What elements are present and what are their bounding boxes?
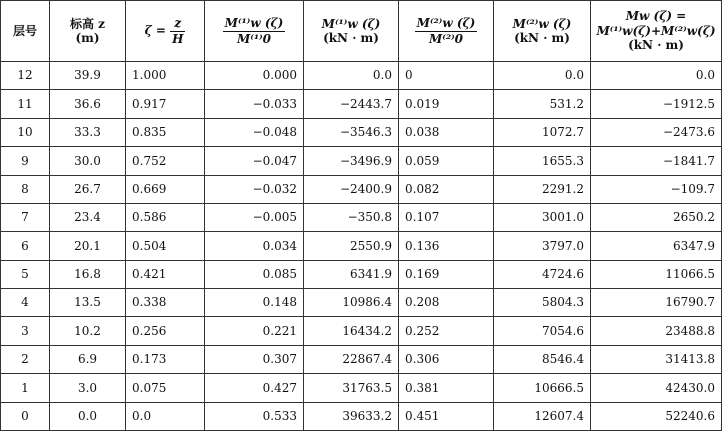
cell-mw-total: −1912.5 (591, 90, 722, 118)
table-row (1, 260, 722, 288)
cell-zeta: 0.669 (126, 175, 205, 203)
cell-floor: 7 (1, 203, 50, 231)
header-mw2-ratio-denominator: M⁽²⁾0 (428, 31, 464, 46)
header-floor (1, 1, 50, 62)
header-mw-total-unit: (kN · m) (628, 38, 684, 53)
cell-mw2-ratio: 0 (399, 62, 494, 90)
cell-mw1: 2550.9 (304, 232, 399, 260)
cell-mw-total: 52240.6 (591, 402, 722, 431)
header-elevation-unit: (m) (75, 31, 100, 45)
cell-mw1-ratio: 0.034 (205, 232, 304, 260)
header-mw2-unit: (kN · m) (514, 31, 570, 45)
cell-mw1-ratio: −0.033 (205, 90, 304, 118)
cell-zeta: 0.504 (126, 232, 205, 260)
cell-floor: 1 (1, 374, 50, 402)
header-mw1-ratio (205, 1, 304, 62)
cell-floor: 2 (1, 345, 50, 373)
cell-mw2: 7054.6 (494, 317, 591, 345)
cell-mw2-ratio: 0.107 (399, 203, 494, 231)
header-mw1 (304, 1, 399, 62)
header-zeta-lhs: ζ = (144, 23, 166, 38)
cell-elevation: 0.0 (50, 402, 126, 431)
cell-mw1-ratio: 0.307 (205, 345, 304, 373)
cell-mw2: 10666.5 (494, 374, 591, 402)
cell-mw1: −2443.7 (304, 90, 399, 118)
cell-mw1: −3496.9 (304, 147, 399, 175)
cell-mw2-ratio: 0.169 (399, 260, 494, 288)
header-mw1-ratio-numerator: M⁽¹⁾w (ζ) (224, 16, 284, 31)
cell-mw1: 10986.4 (304, 289, 399, 317)
table-row (1, 402, 722, 431)
cell-floor: 10 (1, 118, 50, 146)
table-row (1, 90, 722, 118)
cell-elevation: 13.5 (50, 289, 126, 317)
cell-floor: 11 (1, 90, 50, 118)
cell-mw1-ratio: 0.533 (205, 402, 304, 431)
header-zeta-fraction (170, 16, 185, 46)
header-mw2-ratio-fraction (415, 16, 478, 46)
cell-mw2-ratio: 0.059 (399, 147, 494, 175)
cell-mw2: 12607.4 (494, 402, 591, 431)
cell-mw2-ratio: 0.208 (399, 289, 494, 317)
cell-zeta: 1.000 (126, 62, 205, 90)
cell-mw1-ratio: 0.221 (205, 317, 304, 345)
header-floor-label: 层号 (12, 23, 37, 38)
cell-mw-total: −109.7 (591, 175, 722, 203)
cell-mw2: 0.0 (494, 62, 591, 90)
table-row (1, 175, 722, 203)
cell-mw1-ratio: −0.005 (205, 203, 304, 231)
table-row (1, 317, 722, 345)
header-elevation-label: 标高 z (70, 16, 105, 31)
cell-mw-total: −1841.7 (591, 147, 722, 175)
cell-mw-total: 6347.9 (591, 232, 722, 260)
cell-elevation: 6.9 (50, 345, 126, 373)
cell-floor: 5 (1, 260, 50, 288)
header-zeta-numerator: z (170, 16, 185, 31)
cell-mw2-ratio: 0.082 (399, 175, 494, 203)
header-mw2 (494, 1, 591, 62)
cell-zeta: 0.173 (126, 345, 205, 373)
cell-floor: 9 (1, 147, 50, 175)
cell-mw2: 2291.2 (494, 175, 591, 203)
header-mw-total-line1: Mw (ζ) = (625, 9, 687, 24)
cell-mw1-ratio: 0.000 (205, 62, 304, 90)
header-mw2-ratio-numerator: M⁽²⁾w (ζ) (416, 16, 476, 31)
table-row (1, 62, 722, 90)
cell-floor: 8 (1, 175, 50, 203)
cell-mw-total: −2473.6 (591, 118, 722, 146)
cell-mw2-ratio: 0.306 (399, 345, 494, 373)
cell-mw2-ratio: 0.038 (399, 118, 494, 146)
cell-elevation: 33.3 (50, 118, 126, 146)
table-body (1, 62, 722, 431)
cell-mw2-ratio: 0.136 (399, 232, 494, 260)
cell-zeta: 0.256 (126, 317, 205, 345)
cell-mw1: 31763.5 (304, 374, 399, 402)
cell-mw1: 39633.2 (304, 402, 399, 431)
cell-mw2: 8546.4 (494, 345, 591, 373)
cell-elevation: 30.0 (50, 147, 126, 175)
header-mw-total-line2: M⁽¹⁾w(ζ)+M⁽²⁾w(ζ) (596, 23, 716, 38)
cell-mw1: 16434.2 (304, 317, 399, 345)
cell-mw2: 531.2 (494, 90, 591, 118)
cell-elevation: 16.8 (50, 260, 126, 288)
header-mw2-label: M⁽²⁾w (ζ) (512, 16, 572, 31)
header-mw1-unit: (kN · m) (323, 31, 379, 45)
cell-elevation: 36.6 (50, 90, 126, 118)
table-row (1, 232, 722, 260)
cell-mw2-ratio: 0.252 (399, 317, 494, 345)
cell-mw2: 5804.3 (494, 289, 591, 317)
cell-mw1: 0.0 (304, 62, 399, 90)
cell-mw2-ratio: 0.451 (399, 402, 494, 431)
cell-zeta: 0.075 (126, 374, 205, 402)
cell-mw2: 3001.0 (494, 203, 591, 231)
cell-zeta: 0.0 (126, 402, 205, 431)
cell-mw-total: 11066.5 (591, 260, 722, 288)
cell-elevation: 39.9 (50, 62, 126, 90)
table-row (1, 374, 722, 402)
header-elevation (50, 1, 126, 62)
cell-mw1-ratio: −0.047 (205, 147, 304, 175)
cell-elevation: 20.1 (50, 232, 126, 260)
header-mw1-ratio-fraction (223, 16, 286, 46)
cell-mw-total: 16790.7 (591, 289, 722, 317)
cell-zeta: 0.586 (126, 203, 205, 231)
cell-mw1: −350.8 (304, 203, 399, 231)
cell-floor: 3 (1, 317, 50, 345)
cell-mw1: −3546.3 (304, 118, 399, 146)
cell-floor: 4 (1, 289, 50, 317)
header-row (1, 1, 722, 62)
cell-mw1-ratio: −0.048 (205, 118, 304, 146)
cell-floor: 6 (1, 232, 50, 260)
header-zeta (126, 1, 205, 62)
cell-mw2: 4724.6 (494, 260, 591, 288)
cell-elevation: 23.4 (50, 203, 126, 231)
table-row (1, 345, 722, 373)
cell-zeta: 0.917 (126, 90, 205, 118)
cell-zeta: 0.835 (126, 118, 205, 146)
table-row (1, 203, 722, 231)
cell-mw-total: 31413.8 (591, 345, 722, 373)
header-mw1-ratio-denominator: M⁽¹⁾0 (236, 31, 272, 46)
table-row (1, 289, 722, 317)
cell-mw2-ratio: 0.019 (399, 90, 494, 118)
cell-mw2: 1655.3 (494, 147, 591, 175)
header-zeta-denominator: H (172, 31, 184, 46)
cell-elevation: 26.7 (50, 175, 126, 203)
cell-mw2: 3797.0 (494, 232, 591, 260)
cell-floor: 0 (1, 402, 50, 431)
table-row (1, 118, 722, 146)
cell-mw-total: 23488.8 (591, 317, 722, 345)
header-mw-total (591, 1, 722, 62)
cell-mw1: 22867.4 (304, 345, 399, 373)
cell-mw-total: 42430.0 (591, 374, 722, 402)
header-mw2-ratio (399, 1, 494, 62)
cell-mw2: 1072.7 (494, 118, 591, 146)
cell-mw1-ratio: 0.148 (205, 289, 304, 317)
cell-mw1-ratio: 0.085 (205, 260, 304, 288)
cell-elevation: 10.2 (50, 317, 126, 345)
header-mw1-label: M⁽¹⁾w (ζ) (321, 16, 381, 31)
cell-zeta: 0.338 (126, 289, 205, 317)
cell-mw1-ratio: 0.427 (205, 374, 304, 402)
cell-mw-total: 2650.2 (591, 203, 722, 231)
cell-zeta: 0.752 (126, 147, 205, 175)
cell-mw1-ratio: −0.032 (205, 175, 304, 203)
cell-elevation: 3.0 (50, 374, 126, 402)
table-row (1, 147, 722, 175)
cell-mw1: 6341.9 (304, 260, 399, 288)
cell-mw1: −2400.9 (304, 175, 399, 203)
cell-mw2-ratio: 0.381 (399, 374, 494, 402)
cell-floor: 12 (1, 62, 50, 90)
cell-mw-total: 0.0 (591, 62, 722, 90)
cell-zeta: 0.421 (126, 260, 205, 288)
